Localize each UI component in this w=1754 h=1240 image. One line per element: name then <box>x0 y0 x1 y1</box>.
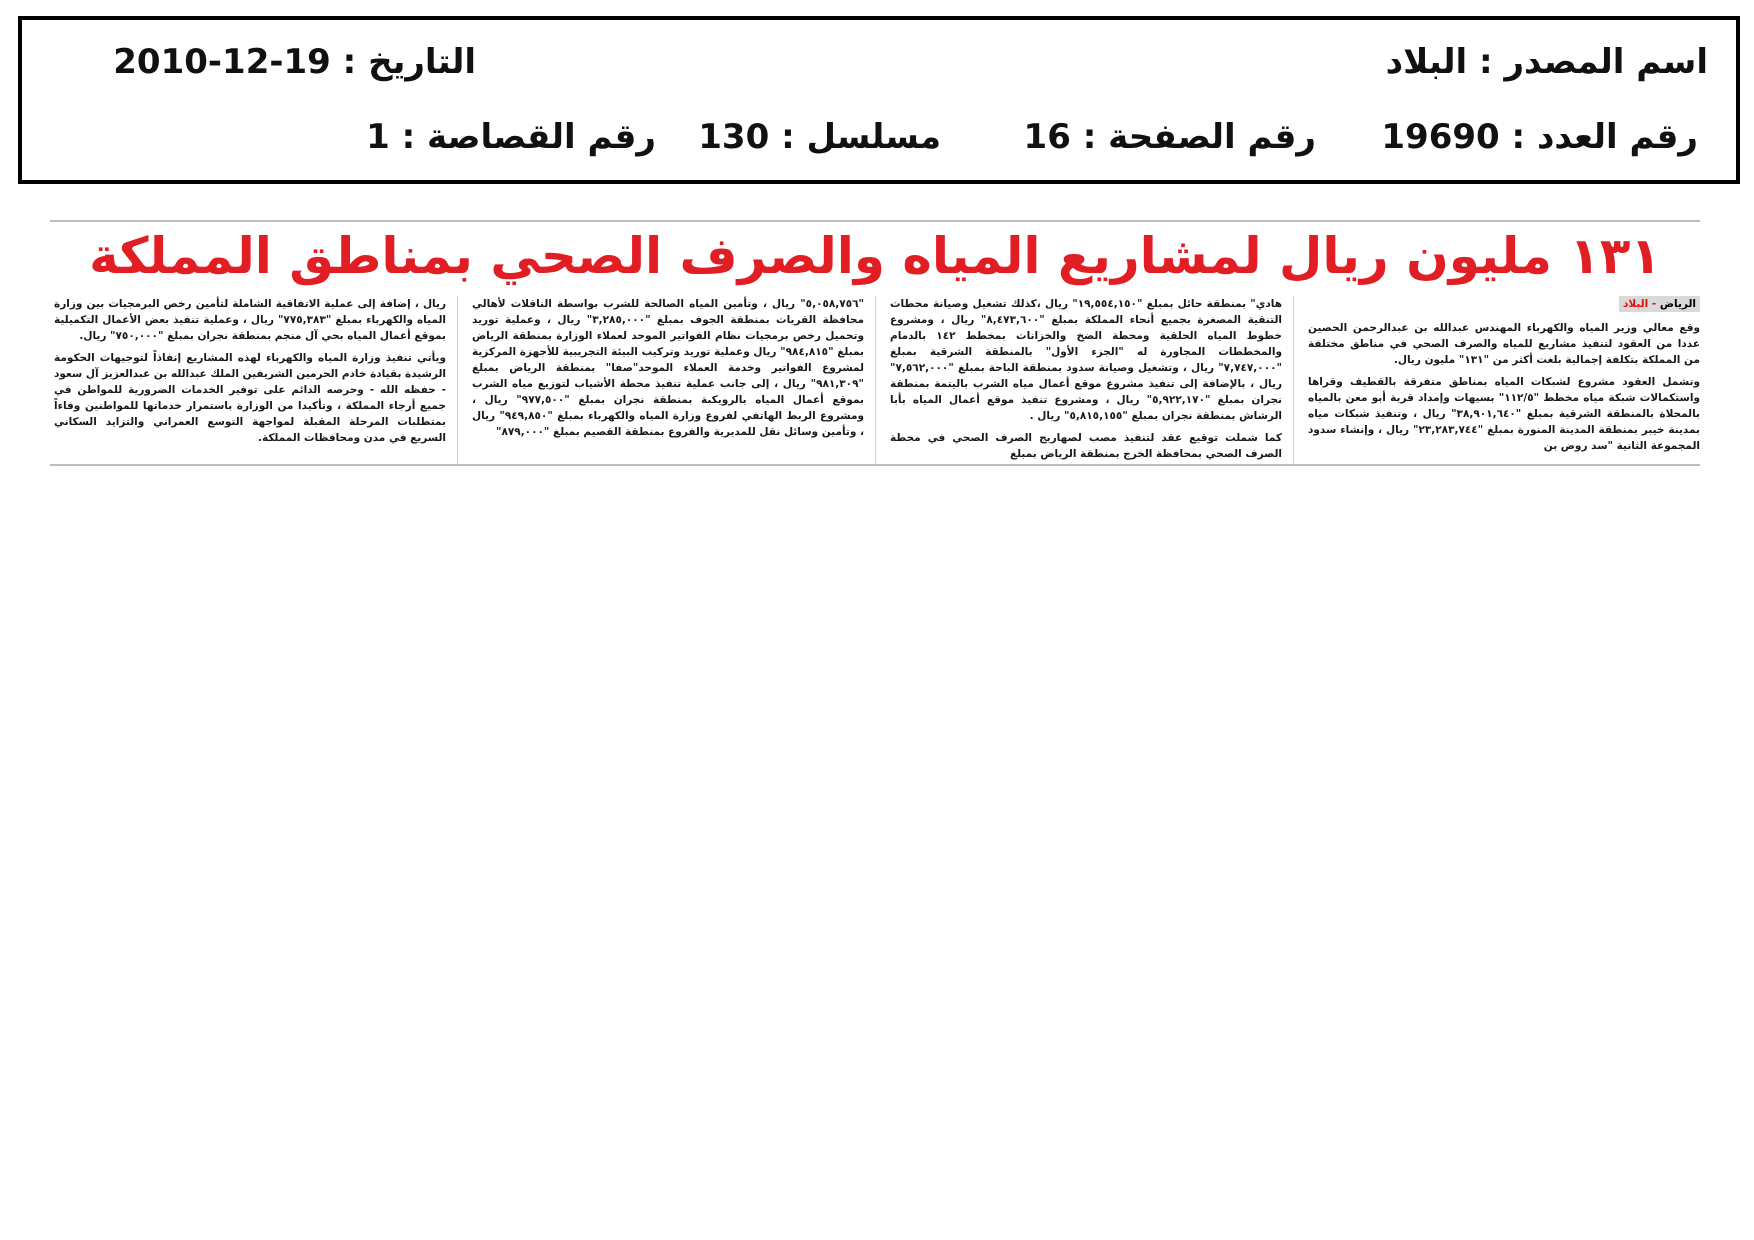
issue-number: رقم العدد : 19690 <box>1381 117 1698 157</box>
article-column-2 <box>890 296 1282 466</box>
clip-number: رقم القصاصة : 1 <box>366 117 656 157</box>
paragraph: "٥,٠٥٨,٧٥٦" ريال ، وتأمين المياه الصالحة للشرب بواسطة الناقلات لأهالي محافظة القريات بمنطقة الجوف بمبلغ "٣,٢٨٥,٠٠٠" ريال ، وعملية توريد وتحميل رخص برمجيات نظام الفواتير الموحد لعملاء الوزارة بمنطقة الرياض بمبلغ "٩٨٤,٨١٥" ريال وعملية توريد وتركيب البيئة التجريبية للأجهزة المركزية لمشروع الفواتير وخدمة العملاء الموحد"صفا" بمنطقة الرياض بمبلغ "٩٨١,٣٠٩" ريال ، إلى جانب عملية تنفيذ محطة الأشياب لتوزيع مياه الشرب بموقع أعمال المياه بالرويكبة بمنطقة نجران بمبلغ "٩٧٧,٥٠٠" ريال ، ومشروع الربط الهاتفي لفروع وزارة المياه والكهرباء بمبلغ "٩٤٩,٨٥٠" ريال ، وتأمين وسائل نقل للمديرية والفروع بمنطقة القصيم بمبلغ "٨٧٩,٠٠٠" <box>472 298 864 438</box>
serial-number: مسلسل : 130 <box>698 117 941 157</box>
byline-source: البلاد <box>1623 298 1649 310</box>
paragraph: وتشمل العقود مشروع لشبكات المياه بمناطق متفرقة بالقطيف وقراها واستكمالات شبكة مياه مخطط "١١٢/٥" بسيهات وإمداد قرية أبو معن بالمياه بالمحلاة بالمنطقة الشرقية بمبلغ "٣٨,٩٠١,٦٤٠" ريال ، وتنفيذ شبكات مياه بمدينة خيبر بمنطقة المدينة المنورة بمبلغ "٢٣,٢٨٣,٧٤٤" ريال ، وإنشاء سدود المجموعة الثانية "سد روض بن <box>1308 376 1700 452</box>
paragraph: كما شملت توقيع عقد لتنفيذ مصب لصهاريج الصرف الصحي في محطة الصرف الصحي بمحافظة الخرج بمنطقة الرياض بمبلغ <box>890 432 1282 460</box>
column-divider <box>1293 296 1294 464</box>
page-number: رقم الصفحة : 16 <box>1023 117 1316 157</box>
column-divider <box>875 296 876 464</box>
article-column-1 <box>1308 296 1700 466</box>
article-headline: ١٣١ مليون ريال لمشاريع المياه والصرف الصحي بمناطق المملكة <box>89 227 1661 285</box>
article-column-4 <box>54 296 446 466</box>
article-column-3 <box>472 296 864 466</box>
top-rule <box>50 220 1700 222</box>
byline <box>1619 296 1700 312</box>
byline-separator: - <box>1648 298 1660 310</box>
date-field: التاريخ : 19-12-2010 <box>113 42 476 82</box>
clipping-header <box>18 16 1740 184</box>
newspaper-clipping <box>50 220 1700 465</box>
paragraph: هادي" بمنطقة حائل بمبلغ "١٩,٥٥٤,١٥٠" ريال ،كذلك تشغيل وصيانة محطات التنقية المصغرة بجميع أنحاء المملكة بمبلغ "٨,٤٧٣,٦٠٠" ريال ، ومشروع خطوط المياه الحلقية ومحطة الضخ والخزانات بمخطط ١٤٢ بالدمام والمخططات المجاورة له "الجزء الأول" بالمنطقة الشرقية بمبلغ "٧,٧٤٧,٠٠٠" ريال ، وتشغيل وصيانة سدود بمنطقة الباحة بمبلغ "٧,٥٦٢,٠٠٠" ريال ، بالإضافة إلى تنفيذ مشروع موقع أعمال مياه الشرب باليتمة بمنطقة نجران بمبلغ "٥,٩٢٢,١٧٠" ريال ، ومشروع تنفيذ موقع أعمال المياه بأبا الرشاش بمنطقة نجران بمبلغ "٥,٨١٥,١٥٥" ريال . <box>890 298 1282 422</box>
source-name: اسم المصدر : البلاد <box>1385 42 1708 82</box>
column-divider <box>457 296 458 464</box>
paragraph: ويأتي تنفيذ وزارة المياه والكهرباء لهذه المشاريع إنفاذاً لتوجيهات الحكومة الرشيدة بقيادة خادم الحرمين الشريفين الملك عبدالله بن عبدالعزيز آل سعود - حفظه الله - وحرصه الدائم على توفير الخدمات الضرورية للمواطن في جميع أرجاء المملكة ، وتأكيدا من الوزارة باستمرار خدماتها للمواطنين وفاءاً بمتطلبات المرحلة المقبلة لمواجهة التوسع العمراني والتزايد السكاني السريع في مدن ومحافظات المملكة. <box>54 352 446 444</box>
paragraph: ريال ، إضافة إلى عملية الاتفاقية الشاملة لتأمين رخص البرمجيات بين وزارة المياه والكهرباء بمبلغ "٧٧٥,٣٨٣" ريال ، وعملية تنفيذ بعض الأعمال التكميلية بموقع أعمال المياه بحي آل منجم بمنطقة نجران بمبلغ "٧٥٠,٠٠٠" ريال. <box>54 298 446 342</box>
paragraph: وقع معالي وزير المياه والكهرباء المهندس عبدالله بن عبدالرحمن الحصين عددا من العقود لتنفيذ مشاريع للمياه والصرف الصحي في مناطق مختلفة من المملكة بتكلفة إجمالية بلغت أكثر من "١٣١" مليون ريال. <box>1308 322 1700 366</box>
byline-city: الرياض <box>1659 298 1696 310</box>
